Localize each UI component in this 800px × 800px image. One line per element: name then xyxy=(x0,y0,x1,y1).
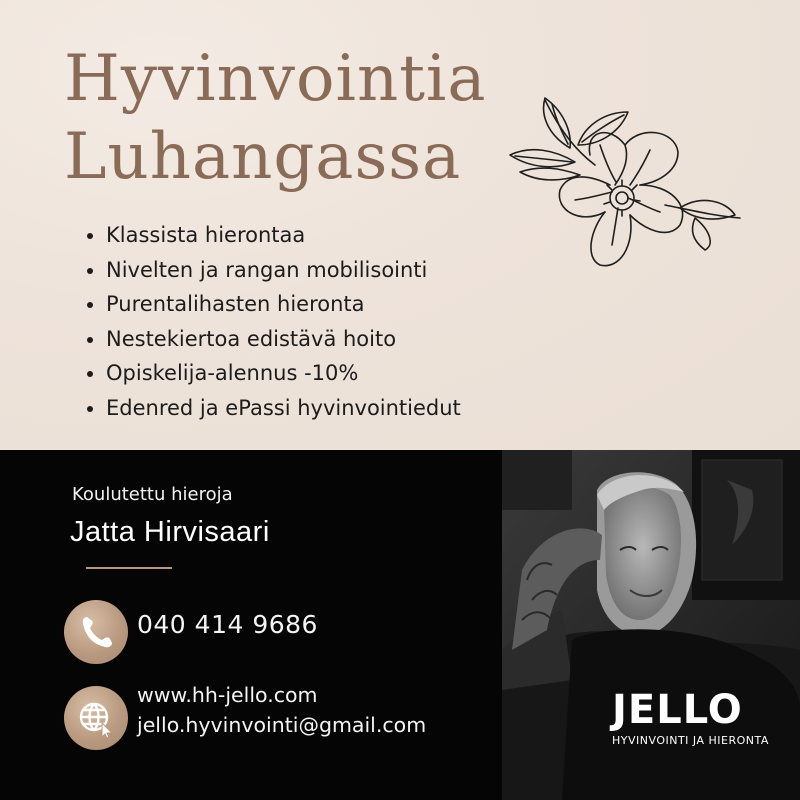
divider xyxy=(86,567,172,569)
portrait-photo xyxy=(502,450,800,800)
profile-name: Jatta Hirvisaari xyxy=(70,516,270,548)
list-item: • Edenred ja ePassi hyvinvointiedut xyxy=(106,391,461,426)
jello-logo xyxy=(612,687,769,747)
logo-tagline: HYVINVOINTI JA HIERONTA xyxy=(612,734,769,747)
phone-icon xyxy=(64,600,128,664)
list-item: • Purentalihasten hieronta xyxy=(106,287,461,322)
globe-icon xyxy=(64,686,128,750)
list-item: • Nivelten ja rangan mobilisointi xyxy=(106,253,461,288)
title-line-2: Luhangassa xyxy=(64,120,462,194)
logo-wordmark: JELLO xyxy=(612,687,743,733)
web-contact xyxy=(137,680,426,740)
email-link[interactable]: jello.hyvinvointi@gmail.com xyxy=(137,713,427,737)
services-list xyxy=(78,218,461,425)
page-title xyxy=(64,40,487,196)
list-item: • Klassista hierontaa xyxy=(106,218,461,253)
title-line-1: Hyvinvointia xyxy=(64,42,487,116)
phone-number[interactable]: 040 414 9686 xyxy=(137,610,318,639)
website-link[interactable]: www.hh-jello.com xyxy=(137,683,318,707)
list-item: • Opiskelija-alennus -10% xyxy=(106,356,461,391)
portrait-image xyxy=(502,450,800,800)
list-item: • Nestekiertoa edistävä hoito xyxy=(106,322,461,357)
profile-role: Koulutettu hieroja xyxy=(72,484,233,505)
flower-illustration xyxy=(500,90,750,280)
contact-panel xyxy=(0,450,502,800)
